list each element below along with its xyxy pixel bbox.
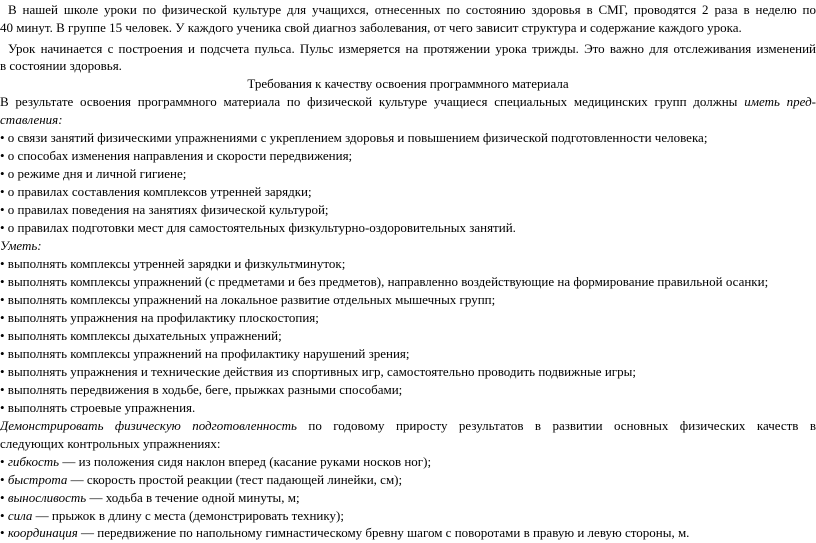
skill-item: • выполнять комплексы упражнений на профилактику нарушений зрения; xyxy=(0,346,410,361)
demo-line-2: следующих контрольных упражнениях: xyxy=(0,436,221,451)
test-quality: выносливость xyxy=(7,490,87,505)
know-item: • о способах изменения направления и скорости передвижения; xyxy=(0,148,353,163)
bullet: • xyxy=(0,454,8,469)
skill-item: • выполнять передвижения в ходьбе, беге, прыжках разными способами; xyxy=(0,382,403,397)
test-description: — ходьба в течение одной минуты, м; xyxy=(86,490,300,505)
test-description: — скорость простой реакции (тест падающей линейки, см); xyxy=(67,472,403,487)
bullet: • xyxy=(0,508,8,523)
test-quality: сила xyxy=(7,508,33,523)
requirements-lead-text: В результате освоения программного материала по физической культуре учащиеся специальных медицинских групп должны xyxy=(0,94,738,109)
demo-emphasis: Демонстрировать физическую подготовленность xyxy=(0,418,297,433)
test-description: — прыжок в длину с места (демонстрировать технику); xyxy=(32,508,344,523)
skill-item: • выполнять комплексы дыхательных упражнений; xyxy=(0,328,282,343)
know-item: • о правилах составления комплексов утренней зарядки; xyxy=(0,184,312,199)
skills-label-line xyxy=(0,236,816,256)
intro-paragraph-1-line-2: 40 минут. В группе 15 человек. У каждого ученика свой диагноз заболевания, от чего зависит структура и содержание каждого урока. xyxy=(0,20,742,35)
skill-item: • выполнять комплексы упражнений (с предметами и без предметов), направленно воздействующие на формирование правильной осанки; xyxy=(0,274,769,289)
test-quality: гибкость xyxy=(7,454,60,469)
skill-item: • выполнять комплексы утренней зарядки и физкультминуток; xyxy=(0,256,346,271)
test-item xyxy=(0,488,816,508)
know-item: • о режиме дня и личной гигиене; xyxy=(0,166,187,181)
requirements-lead-emphasis: иметь пред- xyxy=(744,94,816,109)
demo-text: по годовому приросту результатов в развитии основных физических качеств в xyxy=(308,418,816,433)
test-quality: координация xyxy=(7,525,78,540)
intro-paragraph-2-line-1: Урок начинается с построения и подсчета пульса. Пульс измеряется на протяжении урока трижды. Это важно для отслеживания изменений xyxy=(8,41,816,56)
know-item: • о правилах поведения на занятиях физической культурой; xyxy=(0,202,329,217)
requirements-lead-line-2 xyxy=(0,110,816,130)
skills-label: Уметь: xyxy=(0,238,42,253)
test-description: — передвижение по напольному гимнастическому бревну шагом с поворотами в правую и левую стороны, м. xyxy=(77,525,690,540)
bullet: • xyxy=(0,525,8,540)
requirements-lead-emphasis-cont: ставления: xyxy=(0,112,63,127)
intro-paragraph-2-line-2: в состоянии здоровья. xyxy=(0,58,122,73)
requirements-lead-line-1 xyxy=(0,92,816,112)
skill-item: • выполнять упражнения и технические действия из спортивных игр, самостоятельно проводить подвижные игры; xyxy=(0,364,636,379)
test-item xyxy=(0,470,816,490)
know-item: • о правилах подготовки мест для самостоятельных физкультурно-оздоровительных занятий. xyxy=(0,220,516,235)
bullet: • xyxy=(0,472,8,487)
test-item xyxy=(0,523,816,543)
skill-item: • выполнять строевые упражнения. xyxy=(0,400,196,415)
skill-item: • выполнять упражнения на профилактику плоскостопия; xyxy=(0,310,319,325)
test-quality: быстрота xyxy=(7,472,68,487)
test-description: — из положения сидя наклон вперед (касание руками носков ног); xyxy=(59,454,432,469)
demo-line-1 xyxy=(0,416,816,436)
skill-item: • выполнять комплексы упражнений на локальное развитие отдельных мышечных групп; xyxy=(0,292,496,307)
know-item: • о связи занятий физическими упражнениями с укреплением здоровья и повышением физической подготовленности человека; xyxy=(0,130,708,145)
section-heading: Требования к качеству освоения программного материала xyxy=(247,76,569,91)
bullet: • xyxy=(0,490,8,505)
test-item xyxy=(0,452,816,472)
intro-paragraph-1-line-1: В нашей школе уроки по физической культуре для учащихся, отнесенных по состоянию здоровья в СМГ, проводятся 2 раза в неделю по xyxy=(8,2,816,17)
